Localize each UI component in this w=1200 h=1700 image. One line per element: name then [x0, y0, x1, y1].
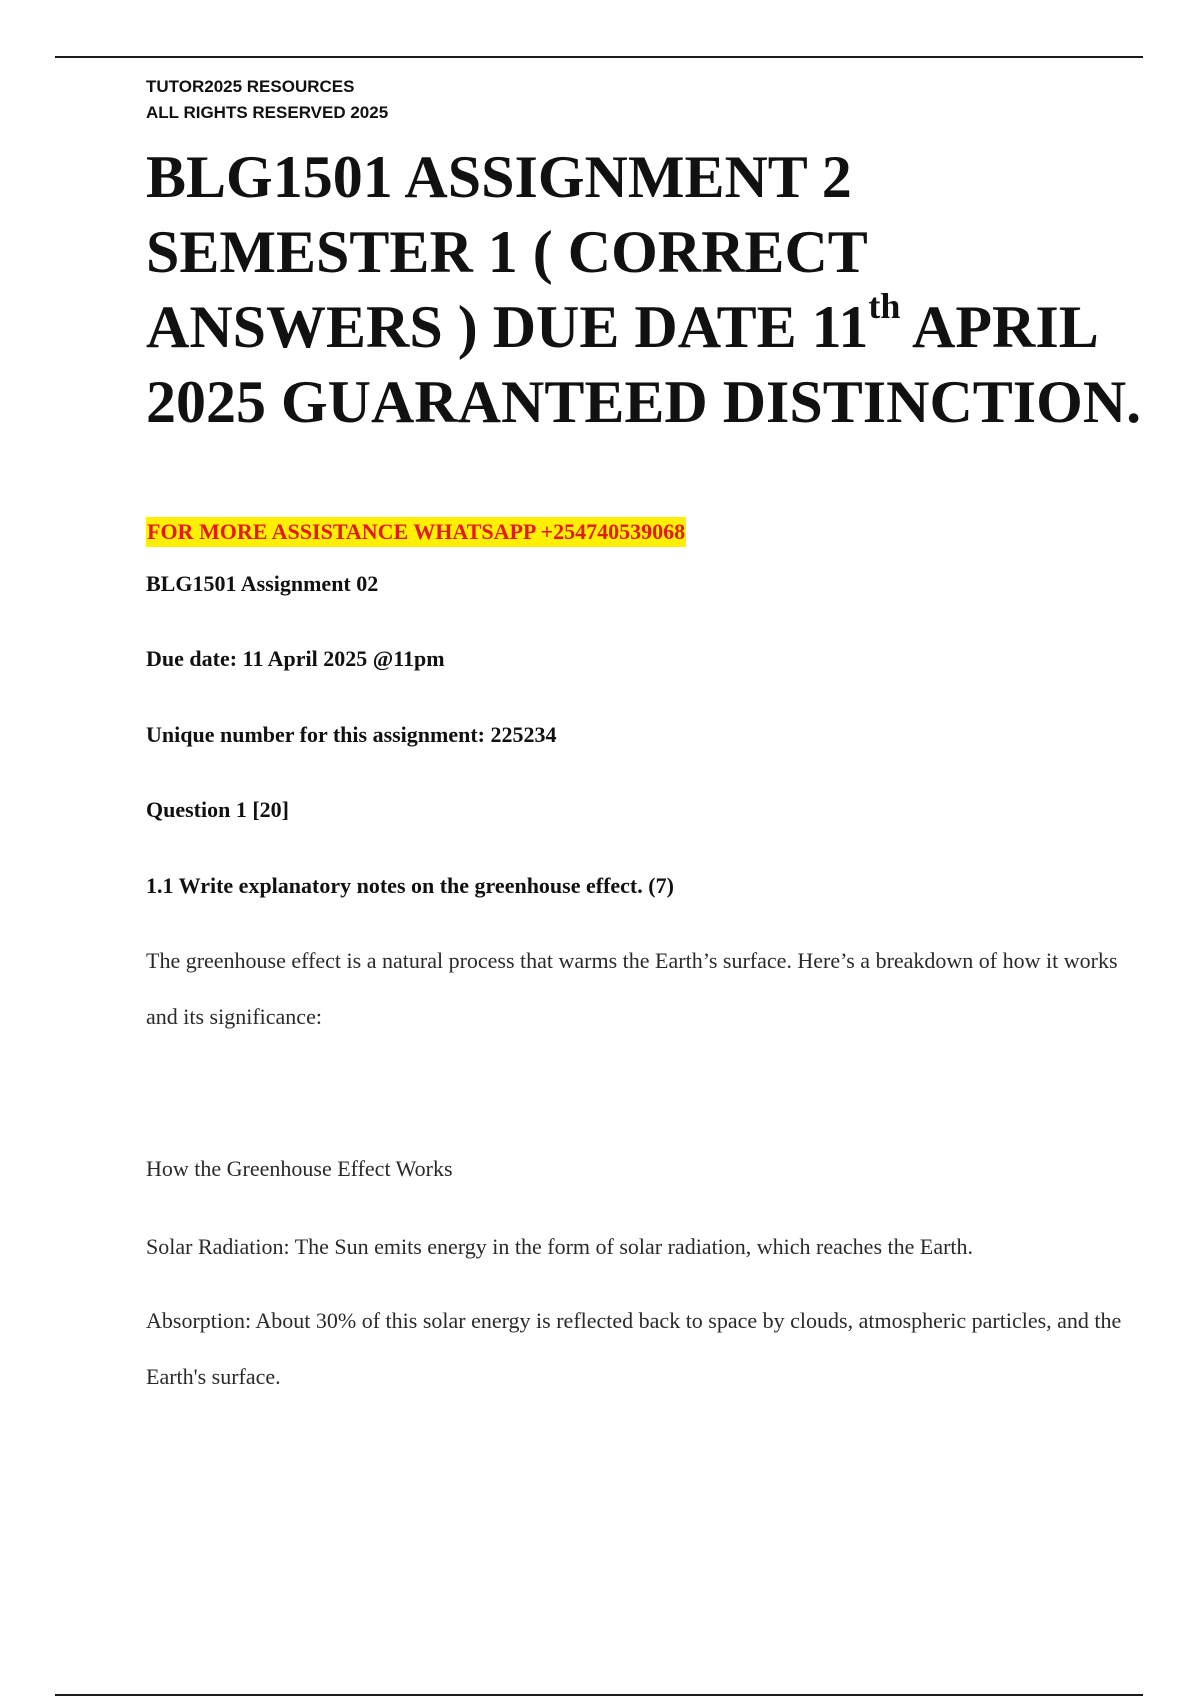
question-heading: Question 1 [20]: [146, 797, 289, 822]
section-heading: How the Greenhouse Effect Works: [146, 1156, 453, 1181]
header-line-1: TUTOR2025 RESOURCES: [146, 77, 355, 96]
top-rule: [55, 56, 1143, 58]
due-date: Due date: 11 April 2025 @11pm: [146, 646, 445, 671]
assignment-name: BLG1501 Assignment 02: [146, 571, 379, 596]
unique-number: Unique number for this assignment: 225234: [146, 722, 557, 747]
bottom-rule: [55, 1694, 1143, 1696]
title-part-2: APRIL 2025 GUARANTEED DISTINCTION.: [146, 294, 1142, 435]
document-title: [146, 140, 1146, 440]
question-subheading: 1.1 Write explanatory notes on the greenhouse effect. (7): [146, 873, 674, 898]
absorption-paragraph: Absorption: About 30% of this solar energy is reflected back to space by clouds, atmospheric particles, and the Earth's surface.: [146, 1308, 1122, 1389]
document-header: [146, 74, 388, 126]
title-superscript: th: [868, 286, 901, 326]
contact-notice: FOR MORE ASSISTANCE WHATSAPP +254740539068: [146, 517, 686, 547]
intro-paragraph: The greenhouse effect is a natural process that warms the Earth’s surface. Here’s a breakdown of how it works and its significance:: [146, 948, 1118, 1029]
header-line-2: ALL RIGHTS RESERVED 2025: [146, 103, 389, 122]
title-part-1: BLG1501 ASSIGNMENT 2 SEMESTER 1 ( CORRECT ANSWERS ) DUE DATE 11: [146, 144, 869, 360]
solar-radiation-paragraph: Solar Radiation: The Sun emits energy in the form of solar radiation, which reaches the Earth.: [146, 1234, 974, 1259]
